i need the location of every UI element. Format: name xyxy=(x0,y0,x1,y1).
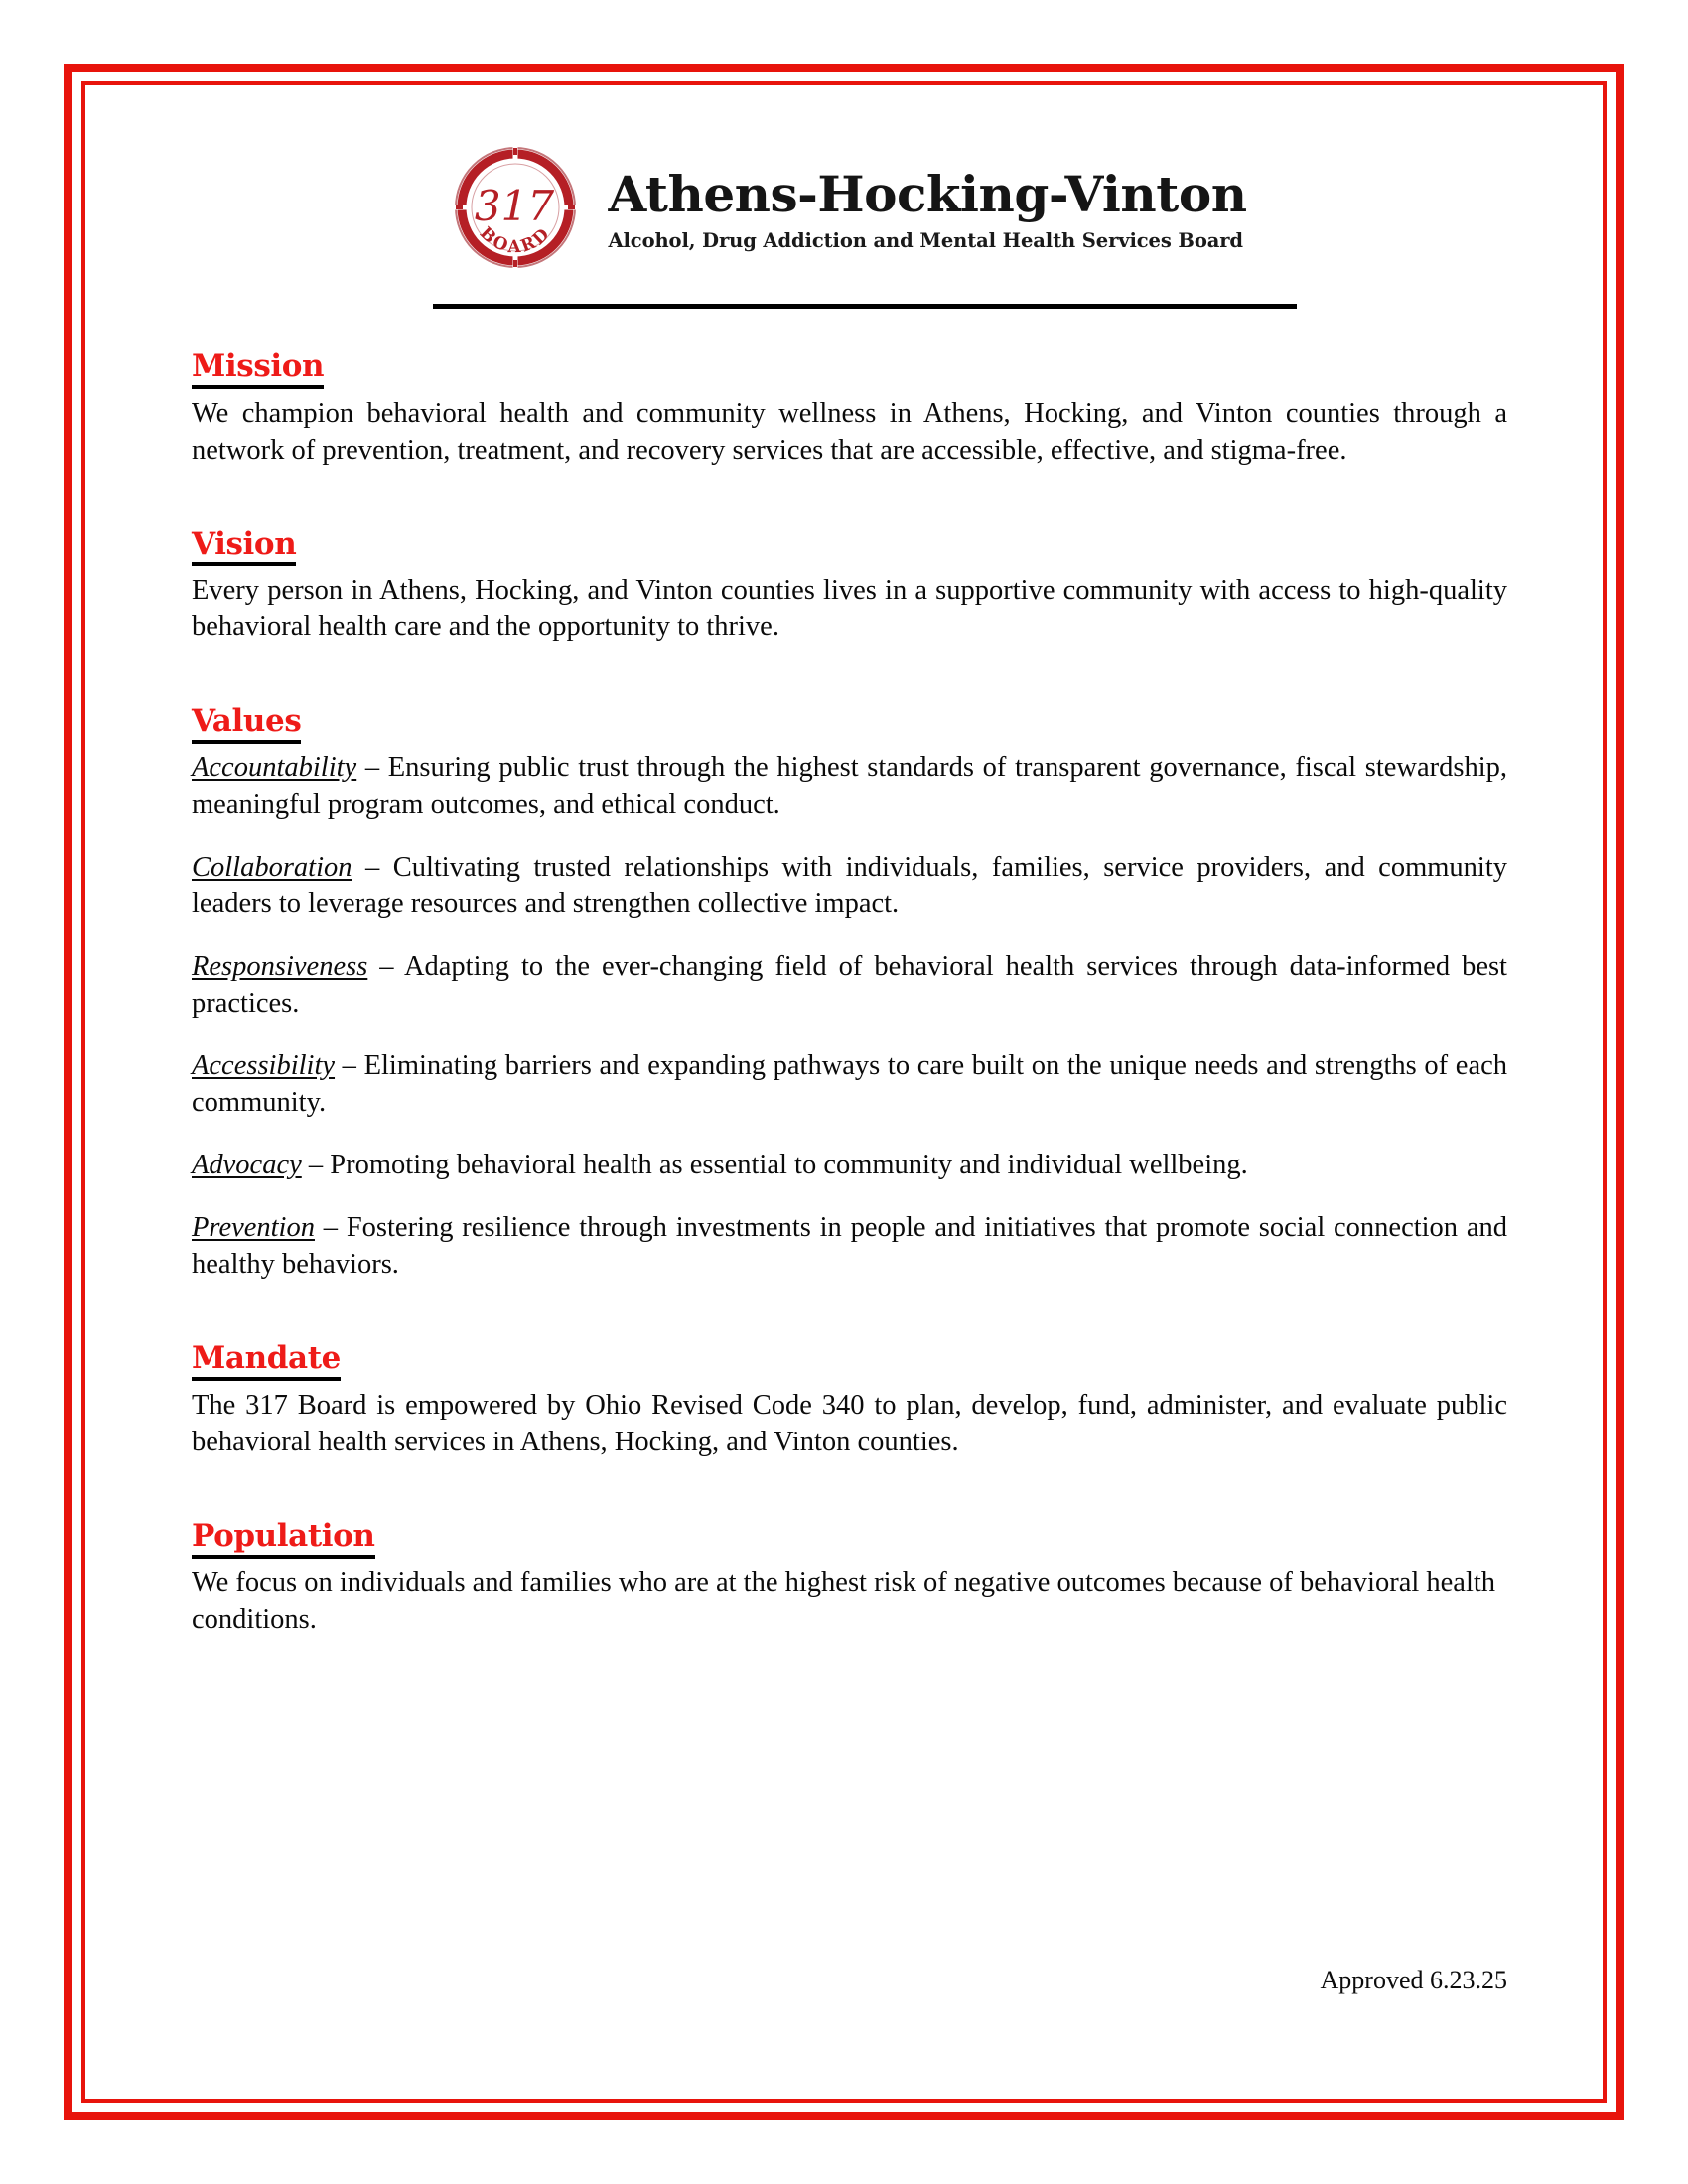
value-description: Fostering resilience through investments in people and initiatives that promote social connection and healthy behaviors. xyxy=(192,1212,1507,1281)
org-subtitle: Alcohol, Drug Addiction and Mental Health Services Board xyxy=(608,229,1243,252)
value-item xyxy=(192,1209,1507,1283)
org-title: Athens-Hocking-Vinton xyxy=(608,165,1247,223)
section-text-mission: We champion behavioral health and community wellness in Athens, Hocking, and Vinton counties through a network of prevention, treatment, and recovery services that are accessible, effective, and stigma-free. xyxy=(192,397,1507,466)
header-divider-row xyxy=(81,304,1607,309)
board-seal-icon xyxy=(441,133,590,282)
value-term: Prevention xyxy=(192,1212,315,1244)
section-heading-mission: Mission xyxy=(192,348,324,389)
header-divider xyxy=(433,304,1297,309)
section-mission xyxy=(192,348,1507,469)
section-text-mandate: The 317 Board is empowered by Ohio Revised Code 340 to plan, develop, fund, administer, and evaluate public behavioral health services in Athens, Hocking, and Vinton counties. xyxy=(192,1390,1507,1458)
svg-text:BOARD: BOARD xyxy=(476,223,556,258)
value-dash: – xyxy=(301,1150,331,1181)
section-values xyxy=(192,703,1507,1283)
section-text-vision: Every person in Athens, Hocking, and Vinton counties lives in a supportive community with access to high-quality behavioral health care and the opportunity to thrive. xyxy=(192,575,1507,643)
svg-text:317: 317 xyxy=(475,182,555,230)
value-term: Accountability xyxy=(192,751,357,783)
value-description: Ensuring public trust through the highest standards of transparent governance, fiscal stewardship, meaningful program outcomes, and ethical conduct. xyxy=(192,751,1507,820)
value-item xyxy=(192,1147,1507,1183)
value-term: Responsiveness xyxy=(192,951,368,983)
org-identity xyxy=(608,163,1246,252)
value-dash: – xyxy=(367,951,404,983)
section-heading-population: Population xyxy=(192,1518,375,1559)
value-dash: – xyxy=(314,1212,347,1244)
value-description: Promoting behavioral health as essential to community and individual wellbeing. xyxy=(330,1150,1248,1181)
value-term: Accessibility xyxy=(192,1050,336,1082)
value-dash: – xyxy=(352,852,393,884)
value-dash: – xyxy=(356,751,388,783)
section-mandate xyxy=(192,1340,1507,1460)
section-heading-vision: Vision xyxy=(192,526,296,567)
value-term: Advocacy xyxy=(192,1150,302,1181)
value-item xyxy=(192,750,1507,823)
section-heading-values: Values xyxy=(192,703,301,744)
value-description: Cultivating trusted relationships with individuals, families, service providers, and community leaders to leverage resources and strengthen collective impact. xyxy=(192,852,1507,920)
document-header xyxy=(81,133,1607,282)
approved-date: Approved 6.23.25 xyxy=(1320,1966,1507,1994)
page-content xyxy=(81,81,1607,2103)
section-vision xyxy=(192,526,1507,646)
value-dash: – xyxy=(335,1050,364,1082)
section-heading-mandate: Mandate xyxy=(192,1340,341,1381)
document-body xyxy=(81,348,1607,1638)
value-term: Collaboration xyxy=(192,852,352,884)
section-text-population: We focus on individuals and families who are at the highest risk of negative outcomes because of behavioral health conditions. xyxy=(192,1567,1496,1635)
value-item xyxy=(192,948,1507,1022)
values-list xyxy=(192,750,1507,1284)
section-population xyxy=(192,1518,1507,1638)
value-description: Adapting to the ever-changing field of behavioral health services through data-informed best practices. xyxy=(192,951,1507,1020)
value-item xyxy=(192,1047,1507,1121)
value-description: Eliminating barriers and expanding pathways to care built on the unique needs and strengths of each community. xyxy=(192,1050,1507,1119)
value-item xyxy=(192,849,1507,922)
